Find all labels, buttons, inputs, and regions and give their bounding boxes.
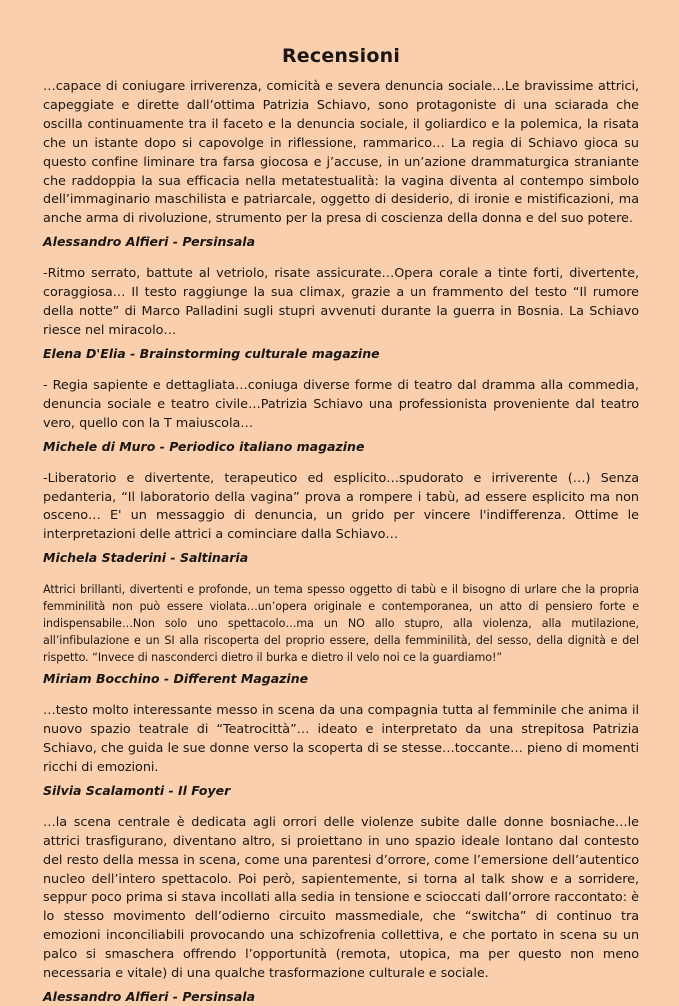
page-title: Recensioni (281, 45, 401, 67)
review-quote: …capace di coniugare irriverenza, comicità e severa denuncia sociale…Le bravissime attrici, capeggiate e dirette dall’ottima Patrizia Schiavo, sono protagoniste di una sciarada che oscilla continuamente tra il faceto e la denuncia sociale, il goliardico e la polemica, la risata che un istante dopo si capovolge in riflessione, rammarico… La regia di Schiavo gioca su questo confine liminare tra farsa giocosa e j’accuse, in un’azione drammaturgica straniante che raddoppia la sua efficacia nella metatestualità: la vagina diventa al contempo simbolo dell’immaginario maschilista e patriarcale, oggetto di desiderio, di ironie e mistificazioni, ma anche arma di rivoluzione, strumento per la presa di coscienza della donna e del suo potere. (43, 79, 639, 227)
review-3 (43, 377, 639, 456)
review-quote: …testo molto interessante messo in scena da una compagnia tutta al femminile che anima il nuovo spazio teatrale di “Teatrocittà”… ideato e interpretato da una strepitosa Patrizia Schiavo, che guida le sue donne verso la scoperta di se stesse…toccante… pieno di momenti ricchi di emozioni. (43, 703, 639, 775)
review-2 (43, 265, 639, 363)
review-quote: - Regia sapiente e dettagliata…coniuga diverse forme di teatro dal dramma alla commedia, denuncia sociale e teatro civile…Patrizia Schiavo una professionista proveniente dal teatro vero, quello con la T maiuscola… (43, 377, 639, 431)
review-1 (43, 78, 639, 251)
review-6 (43, 702, 639, 800)
review-7 (43, 814, 639, 1006)
review-author: Alessandro Alfieri - Persinsala (43, 989, 256, 1004)
review-quote: -Ritmo serrato, battute al vetriolo, risate assicurate…Opera corale a tinte forti, divertente, coraggiosa… Il testo raggiunge la sua climax, grazie a un frammento del testo “Il rumore della notte” di Marco Palladini sugli stupri avvenuti durante la guerra in Bosnia. La Schiavo riesce nel miracolo… (43, 266, 639, 338)
reviews-page (43, 44, 639, 1006)
review-author: Michela Staderini - Saltinaria (43, 550, 249, 566)
review-author: Alessandro Alfieri - Persinsala (43, 234, 256, 250)
review-author: Elena D'Elia - Brainstorming culturale magazine (43, 345, 380, 361)
review-4 (43, 470, 639, 568)
review-author: Miriam Bocchino - Different Magazine (43, 671, 309, 687)
review-author: Silvia Scalamonti - Il Foyer (43, 782, 231, 798)
review-author: Michele di Muro - Periodico italiano magazine (43, 438, 365, 454)
review-quote: Attrici brillanti, divertenti e profonde, un tema spesso oggetto di tabù e il bisogno di urlare che la propria femminilità non può essere violata…un’opera originale e contemporanea, un atto di pensiero forte e indispensabile…Non solo uno spettacolo…ma un NO allo stupro, alla violenza, alla mutilazione, all’infibulazione e un SI alla riscoperta del proprio essere, della femminilità, del sesso, della dignità e del rispetto. “Invece di nasconderci dietro il burka e dietro il velo noi ce la guardiamo!” (43, 583, 639, 665)
review-quote: …la scena centrale è dedicata agli orrori delle violenze subite dalle donne bosniache…le attrici trasfigurano, diventano altro, si proiettano in uno spazio ideale lontano dal contesto del resto della messa in scena, come una parentesi d’orrore, come l’emersione dell’autentico nucleo dell’intero spettacolo. Poi però, sapientemente, si torna al talk show e a sorridere, seppur poco prima si stava incollati alla sedia in tensione e scioccati dall’orrore raccontato: è lo stesso movimento dell’odierno circuito massmediale, che “switcha” di continuo tra emozioni inconciliabili provocando una schizofrenia collettiva, e che portato in scena su un palco si smaschera offrendo l’opportunità (remota, utopica, ma per questo non meno necessaria e vitale) di una qualche trasformazione culturale e sociale. (43, 814, 639, 982)
review-5 (43, 581, 639, 688)
review-quote: -Liberatorio e divertente, terapeutico ed esplicito…spudorato e irriverente (…) Senza pedanteria, “Il laboratorio della vagina” prova a rompere i tabù, ad essere esplicito ma non osceno… E' un messaggio di denuncia, un grido per vincere l'indifferenza. Ottime le interpretazioni delle attrici a cominciare dalla Schiavo… (43, 470, 639, 543)
